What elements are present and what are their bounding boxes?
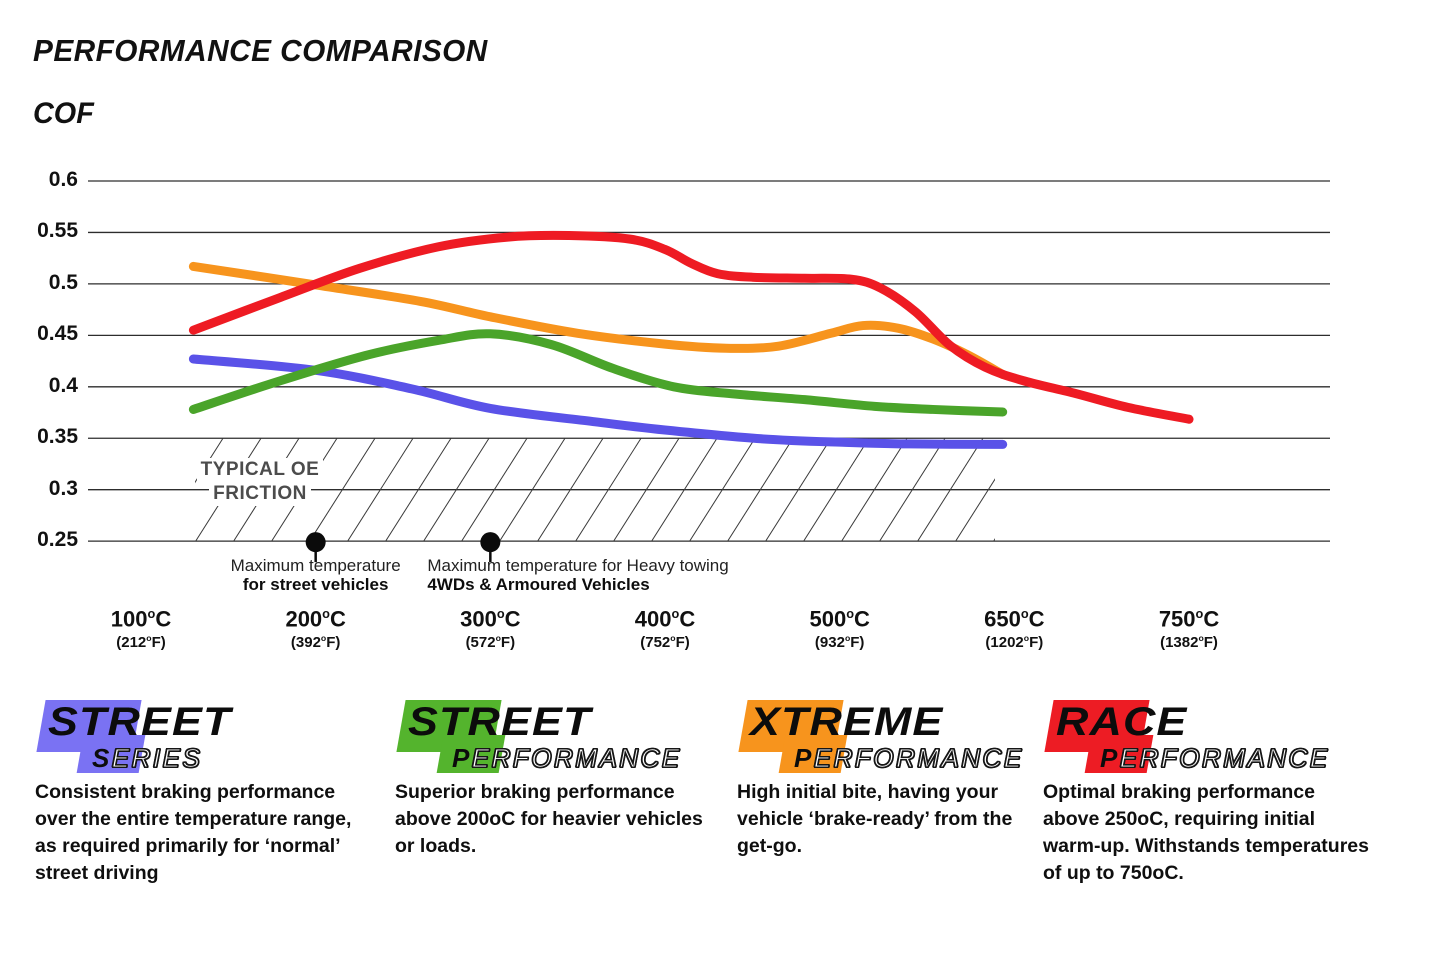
x-tick-label-100c [51,606,231,651]
y-tick-label: 0.5 [48,270,78,294]
logo-word2 [794,743,1024,774]
annotation-max-temp-street-vehicles [201,556,431,594]
x-tick-label-200c [226,606,406,651]
y-tick-label: 0.55 [37,219,78,243]
annotation-line: for street vehicles [242,575,389,594]
logo-word2-outline: ERFORMANCE [471,743,682,773]
logo-word2-initial: P [794,743,814,773]
x-tick-label-400c [575,606,755,651]
y-tick-label: 0.25 [37,528,78,552]
series-line-street-performance [193,334,1002,412]
annotation-marker-dot [480,532,500,552]
typical-oe-friction-label [190,458,330,506]
logo-word1: RACE [1056,700,1188,744]
logo-word2-outline: ERFORMANCE [1119,743,1330,773]
annotation-max-temp-heavy-towing [427,556,728,594]
logo-street-series [35,698,367,775]
y-tick-label: 0.35 [37,425,78,449]
x-tick-celsius: 200$^o$C [285,606,346,632]
logo-xtreme-performance [737,698,1024,775]
annotation-line: 4WDs & Armoured Vehicles [427,575,650,594]
x-tick-celsius: 500$^o$C [809,606,870,632]
page-title: PERFORMANCE COMPARISON [33,33,488,68]
y-tick-label: 0.4 [48,373,78,397]
logo-word2-outline: ERIES [111,743,203,773]
logo-race-performance [1043,698,1375,775]
annotation-line: Maximum temperature for Heavy towing [427,556,729,575]
annotation-line: Maximum temperature [230,556,401,575]
x-tick-fahrenheit: (572$^o$F) [465,633,516,652]
x-tick-fahrenheit: (212$^o$F) [116,633,166,652]
x-tick-label-300c [400,606,580,651]
oe-label-line1: TYPICAL OE [197,458,324,482]
logo-word2 [452,743,682,774]
x-tick-fahrenheit: (1382$^o$F) [1160,633,1218,652]
legend-item-street-series [35,698,367,887]
y-axis-title: COF [33,97,94,130]
logo-word2-initial: P [1100,743,1120,773]
logo-street-performance [395,698,725,775]
legend-description-xtreme-performance: High initial bite, having your vehicle ‘brake-ready’ from the get-go. [737,781,1013,857]
logo-word2 [92,743,202,774]
x-tick-label-500c [750,606,930,651]
logo-word1: XTREME [750,700,944,744]
logo-word1: STREET [408,700,592,744]
x-tick-celsius: 300$^o$C [460,606,521,632]
x-tick-fahrenheit: (932$^o$F) [814,633,865,652]
y-tick-label: 0.6 [48,168,78,191]
legend-item-xtreme-performance [737,698,1024,860]
x-tick-celsius: 100$^o$C [110,606,172,632]
logo-word2-initial: S [92,743,112,773]
legend-item-race-performance [1043,698,1375,887]
x-tick-fahrenheit: (392$^o$F) [290,633,341,652]
logo-word1: STREET [48,700,232,744]
oe-label-line2: FRICTION [209,482,311,506]
legend-description-street-performance: Superior braking performance above 200oC for heavier vehicles or loads. [395,781,703,857]
legend-item-street-performance [395,698,725,860]
x-tick-fahrenheit: (1202$^o$F) [985,633,1044,652]
y-tick-label: 0.45 [37,322,78,346]
logo-word2-initial: P [452,743,472,773]
logo-word2 [1100,743,1330,774]
annotation-marker-dot [306,532,326,552]
x-tick-fahrenheit: (752$^o$F) [640,633,690,652]
x-tick-celsius: 400$^o$C [634,606,696,632]
legend-description-race-performance: Optimal braking performance above 250oC, requiring initial warm-up. Withstands temperatures of up to 750oC. [1043,781,1369,884]
x-tick-label-750c [1099,606,1279,651]
x-tick-label-650c [924,606,1104,651]
x-tick-celsius: 750$^o$C [1158,606,1220,632]
logo-word2-outline: ERFORMANCE [813,743,1024,773]
x-tick-celsius: 650$^o$C [984,606,1045,632]
y-tick-label: 0.3 [48,476,78,500]
legend-description-street-series: Consistent braking performance over the entire temperature range, as required primarily for ‘normal’ street driving [35,781,352,884]
